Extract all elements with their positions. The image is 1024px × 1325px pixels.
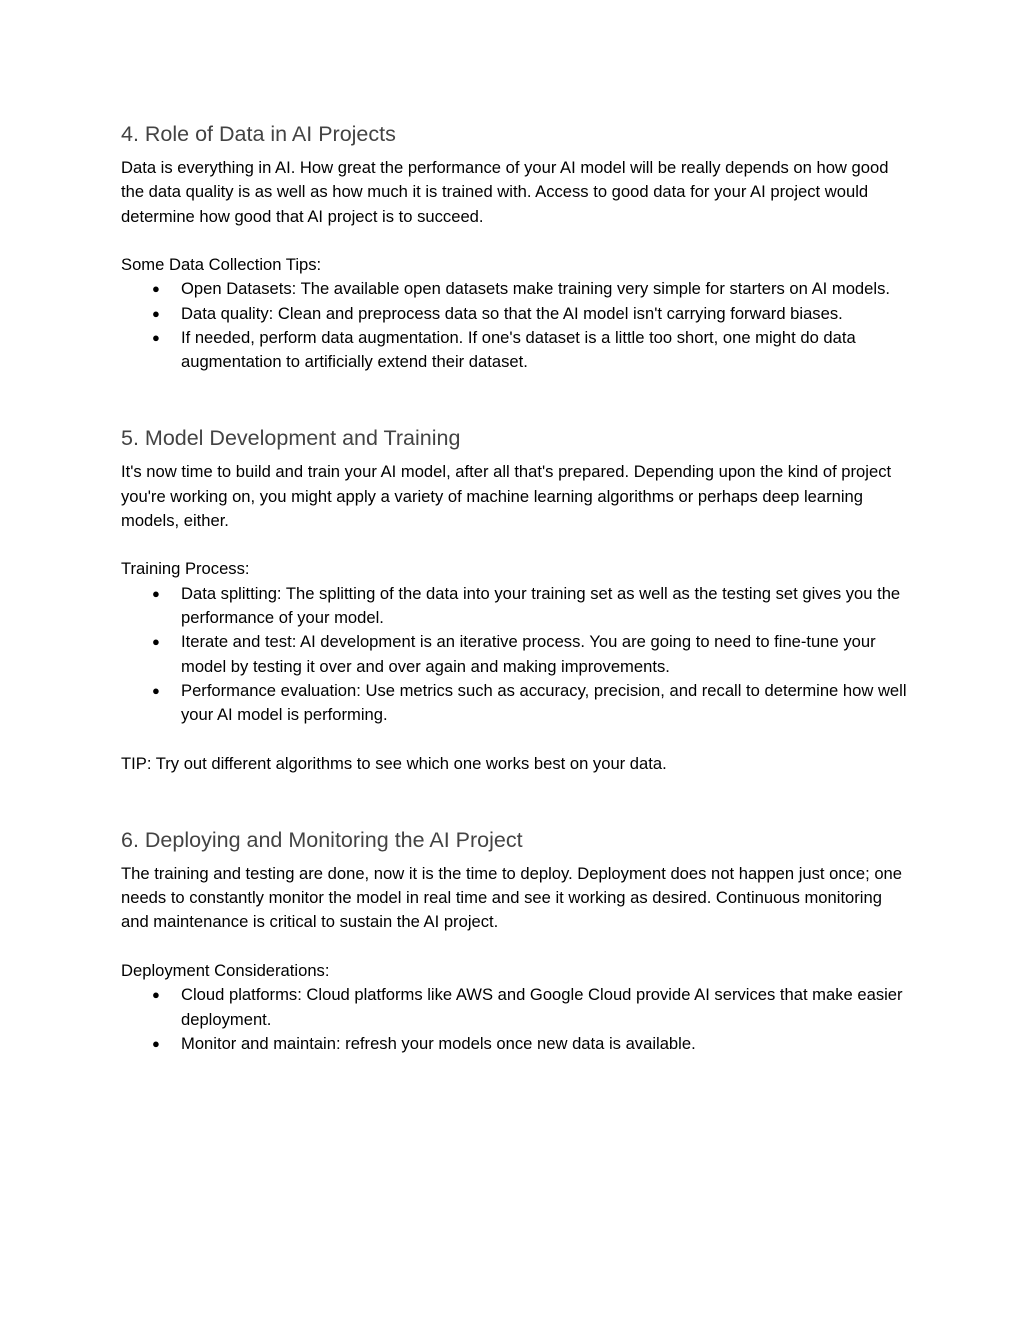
list-item [121, 326, 911, 375]
bullet-list [121, 582, 911, 728]
bullet-icon: ● [152, 1035, 160, 1051]
list-item [121, 1032, 911, 1056]
list-item [121, 679, 911, 728]
bullet-icon: ● [152, 305, 160, 321]
section-intro: Data is everything in AI. How great the performance of your AI model will be really depends on how good the data quality is as well as how much it is trained with. Access to good data for your AI project would determine how good that AI project is to succeed. [121, 158, 889, 226]
section-heading: 5. Model Development and Training [121, 426, 461, 451]
bullet-icon: ● [152, 330, 160, 346]
bullet-icon: ● [152, 634, 160, 650]
list-item [121, 302, 911, 326]
list-item [121, 277, 911, 301]
section-intro: It's now time to build and train your AI model, after all that's prepared. Depending upon the kind of project you're working on, you might apply a variety of machine learning algorithms or perhaps deep learning models, either. [121, 462, 892, 530]
list-title: Training Process: [121, 559, 250, 579]
list-title: Deployment Considerations: [121, 960, 330, 980]
list-item-text: Data quality: Clean and preprocess data so that the AI model isn't carrying forward biases. [181, 303, 843, 323]
document-page [121, 119, 911, 1056]
list-item-text: If needed, perform data augmentation. If one's dataset is a little too short, one might do data augmentation to artificially extend their dataset. [181, 328, 856, 372]
bullet-icon: ● [152, 585, 160, 601]
list-item-text: Performance evaluation: Use metrics such as accuracy, precision, and recall to determine how well your AI model is performing. [181, 680, 907, 725]
list-item [121, 582, 911, 631]
section-model-development [121, 423, 911, 776]
bullet-icon: ● [152, 987, 160, 1003]
bullet-icon: ● [152, 682, 160, 698]
list-item-text: Cloud platforms: Cloud platforms like AWS and Google Cloud provide AI services that make easier deployment. [181, 985, 903, 1029]
section-heading: 6. Deploying and Monitoring the AI Project [121, 827, 523, 852]
list-item-text: Open Datasets: The available open datasets make training very simple for starters on AI models. [181, 279, 890, 299]
list-item-text: Iterate and test: AI development is an iterative process. You are going to need to fine-tune your model by testing it over and over again and making improvements. [181, 632, 876, 676]
list-item-text: Monitor and maintain: refresh your models once new data is available. [181, 1033, 696, 1053]
list-item [121, 983, 911, 1032]
list-item-text: Data splitting: The splitting of the data into your training set as well as the testing set gives you the performance of your model. [181, 583, 901, 628]
tip-text: TIP: Try out different algorithms to see which one works best on your data. [121, 753, 667, 773]
section-heading: 4. Role of Data in AI Projects [121, 122, 396, 146]
bullet-icon: ● [152, 281, 160, 297]
section-role-of-data [121, 119, 911, 375]
bullet-list [121, 983, 911, 1056]
section-intro: The training and testing are done, now it is the time to deploy. Deployment does not happen just once; one needs to constantly monitor the model in real time and see it working as desired. Continuous monitoring and maintenance is critical to sustain the AI project. [121, 863, 903, 932]
list-item [121, 630, 911, 679]
list-title: Some Data Collection Tips: [121, 255, 322, 275]
bullet-list [121, 277, 911, 374]
section-deploying-monitoring [121, 825, 911, 1056]
